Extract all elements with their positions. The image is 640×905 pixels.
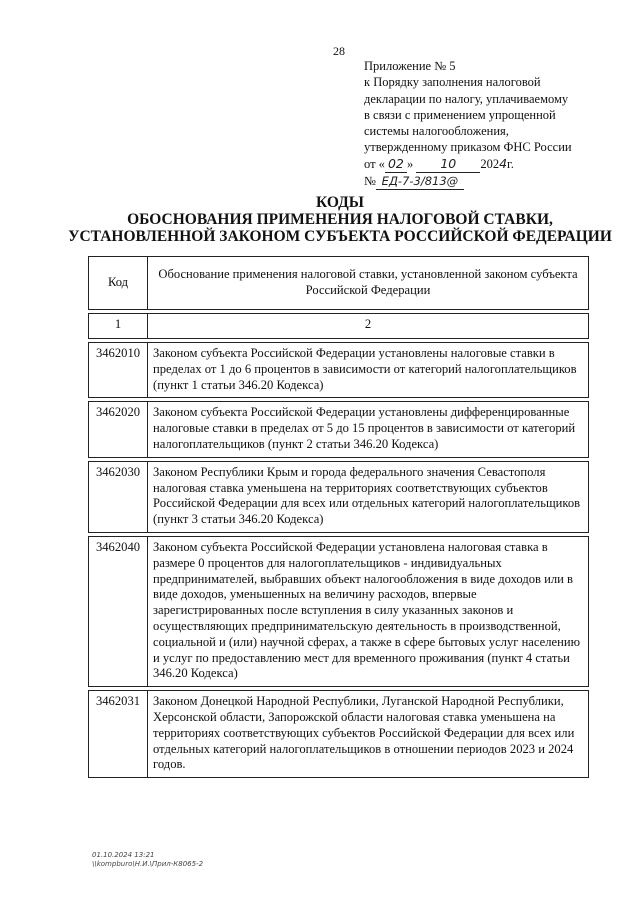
table-numbering-row xyxy=(89,314,589,339)
date-day: 02 xyxy=(385,156,407,173)
appendix-title: Приложение № 5 xyxy=(364,59,456,73)
row-code: 3462030 xyxy=(89,461,148,532)
appendix-block xyxy=(364,58,604,190)
appendix-date xyxy=(364,156,604,173)
table-row xyxy=(89,691,589,778)
appendix-line: декларации по налогу, уплачиваемому xyxy=(364,91,569,106)
table-row xyxy=(89,402,589,457)
footer-stamp xyxy=(92,851,203,869)
column-number-2: 2 xyxy=(148,314,589,339)
row-code: 3462040 xyxy=(89,536,148,686)
appendix-line: в связи с применением упрощенной xyxy=(364,107,556,122)
row-text: Законом Республики Крым и города федерального значения Севастополя налоговая ставка уменьшена на территориях соответствующих субъектов Российской Федерации для всех или отдельных категорий налогоплательщиков (пункт 3 статьи 346.20 Кодекса) xyxy=(148,461,589,532)
appendix-line: системы налогообложения, xyxy=(364,124,509,139)
column-number-1: 1 xyxy=(89,314,148,339)
row-code: 3462020 xyxy=(89,402,148,457)
row-text: Законом субъекта Российской Федерации установлены дифференцированные налоговые ставки в пределах от 5 до 15 процентов в зависимости от категорий налогоплательщиков (пункт 2 статьи 346.20 Кодекса) xyxy=(148,402,589,457)
footer-filepath: \\kompburo\Н.И.\Прил-К8065-2 xyxy=(92,860,204,868)
table-row xyxy=(89,343,589,398)
table-row xyxy=(89,536,589,686)
date-prefix: от « xyxy=(364,156,385,171)
heading-line-3: УСТАНОВЛЕННОЙ ЗАКОНОМ СУБЪЕКТА РОССИЙСКОЙ ФЕДЕРАЦИИ xyxy=(68,228,612,245)
column-header-code: Код xyxy=(89,257,148,310)
date-mid: » xyxy=(406,156,414,171)
number-prefix: № xyxy=(364,174,376,189)
date-year-prefix: 202 xyxy=(480,156,500,171)
heading-line-2: ОБОСНОВАНИЯ ПРИМЕНЕНИЯ НАЛОГОВОЙ СТАВКИ, xyxy=(127,211,553,228)
row-text: Законом Донецкой Народной Республики, Луганской Народной Республики, Херсонской области, Запорожской области налоговая ставка уменьшена на территориях соответствующих субъектов Российской Федерации для всех или отдельных категорий налогоплательщиков в отношении периодов 2023 и 2024 годов. xyxy=(148,691,589,778)
codes-table xyxy=(88,256,589,778)
row-text: Законом субъекта Российской Федерации установлены налоговые ставки в пределах от 1 до 6 процентов в зависимости от категорий налогоплательщиков (пункт 1 статьи 346.20 Кодекса) xyxy=(148,343,589,398)
number-value: ЕД-7-3/813@ xyxy=(376,173,464,190)
footer-timestamp: 01.10.2024 13:21 xyxy=(92,851,155,859)
row-text: Законом субъекта Российской Федерации установлена налоговая ставка в размере 0 процентов для налогоплательщиков - индивидуальных предпринимателей, выбравших объект налогообложения в виде доходов или в виде доходов, уменьшенных на величину расходов, впервые зарегистрированных после вступления в силу указанных законов и осуществляющих предпринимательскую деятельность в производственной, социальной и (или) научной сферах, а также в сфере бытовых услуг населению и услуг по предоставлению мест для временного проживания (пункт 4 статьи 346.20 Кодекса) xyxy=(148,536,589,686)
column-header-reason: Обоснование применения налоговой ставки, установленной законом субъекта Российской Федерации xyxy=(148,257,589,310)
page-number: 28 xyxy=(333,44,345,58)
table-header-row xyxy=(89,257,589,310)
document-heading xyxy=(40,194,640,245)
table-row xyxy=(89,461,589,532)
date-year-suffix: 4 xyxy=(499,155,508,171)
heading-line-1: КОДЫ xyxy=(315,194,365,211)
appendix-line: к Порядку заполнения налоговой xyxy=(364,75,541,90)
date-month: 10 xyxy=(416,156,480,173)
row-code: 3462010 xyxy=(89,343,148,398)
date-end: г. xyxy=(507,156,514,171)
row-code: 3462031 xyxy=(89,691,148,778)
appendix-line: утвержденному приказом ФНС России xyxy=(364,140,572,155)
appendix-number xyxy=(364,173,604,190)
